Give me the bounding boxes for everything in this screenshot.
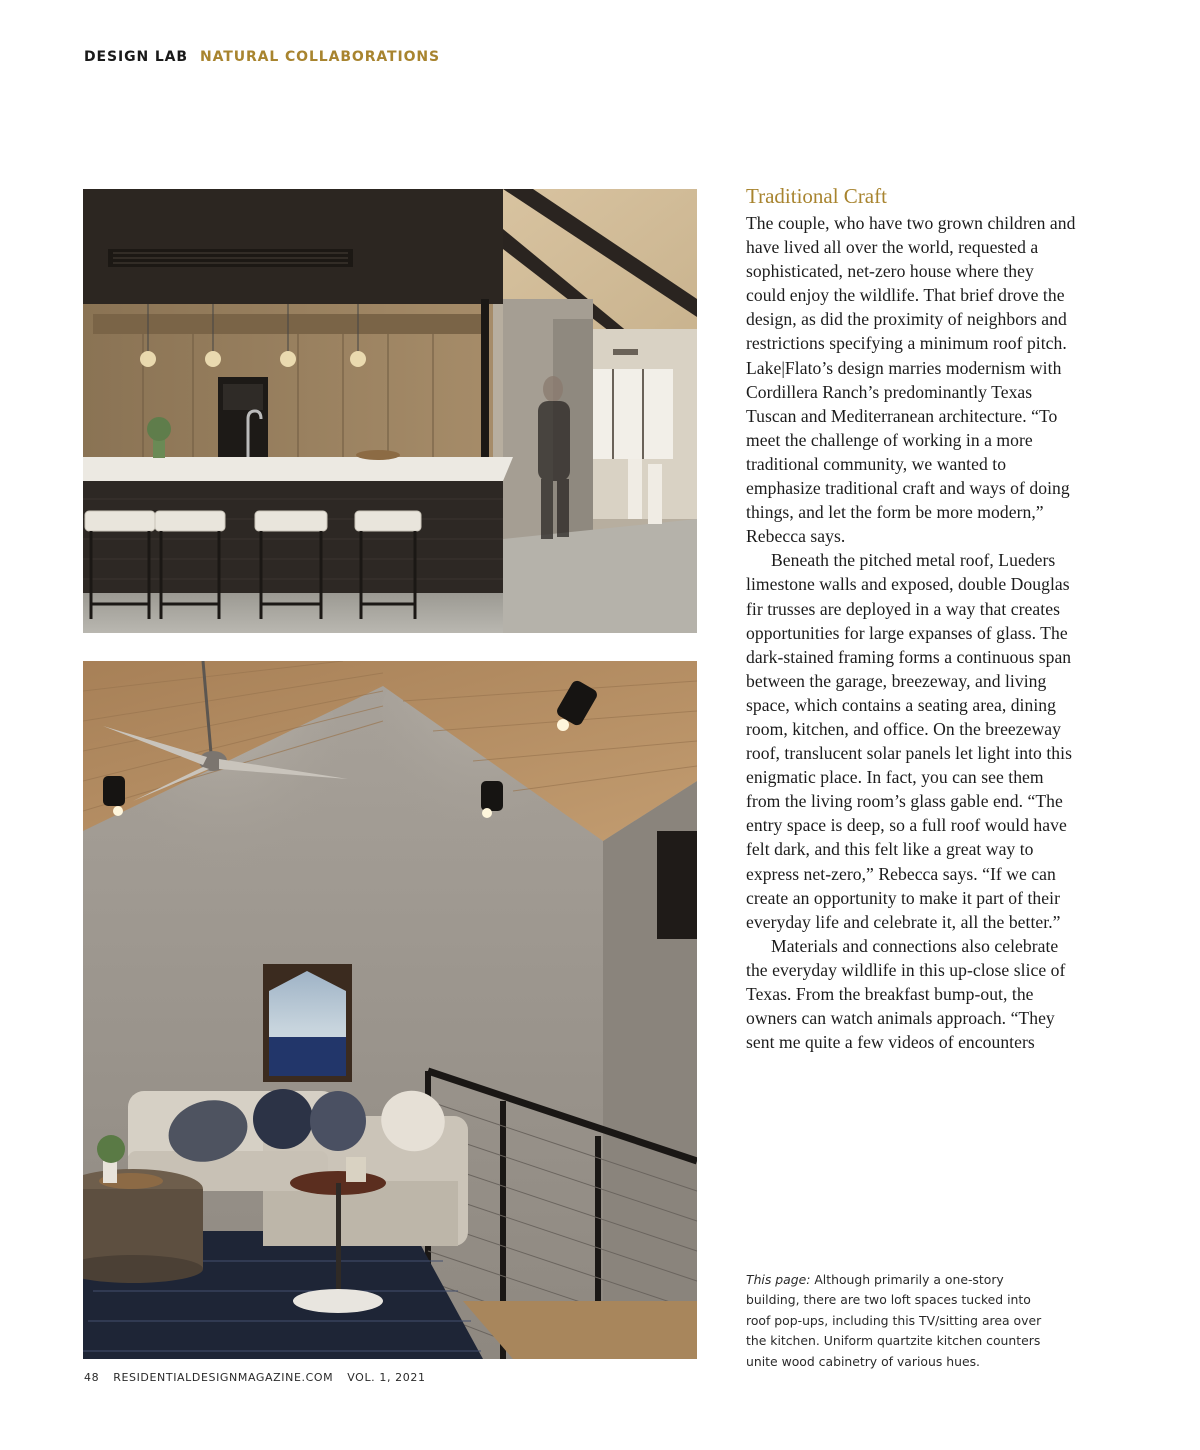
loft-photo (83, 661, 697, 1359)
page-footer (84, 1371, 440, 1384)
website-link[interactable]: RESIDENTIALDESIGNMAGAZINE.COM (113, 1371, 334, 1384)
article-paragraph: Materials and connections also celebrate the everyday wildlife in this up-close slice of Texas. From the breakfast bump-out, the owners can watch animals approach. “They sent me quite a few videos of encounters (746, 935, 1066, 1053)
caption-text: Although primarily a one-story building, there are two loft spaces tucked into roof pop-ups, including this TV/sitting area over the kitchen. Uniform quartzite kitchen counters unite wood cabinetry of various hues. (746, 1272, 1042, 1369)
volume-label: VOL. 1, 2021 (347, 1371, 426, 1384)
page-number: 48 (84, 1371, 100, 1384)
section-label: DESIGN LAB (84, 49, 188, 65)
article-paragraph: The couple, who have two grown children and have lived all over the world, requested a sophisticated, net-zero house where they could enjoy the wildlife. That brief drove the design, as did the proximity of neighbors and restrictions specifying a minimum roof pitch. Lake|Flato’s design marries modernism with Cordillera Ranch’s predominantly Texas Tuscan and Mediterranean architecture. “To meet the challenge of working in a more traditional community, we wanted to emphasize traditional craft and ways of doing things, and let the form be more modern,” Rebecca says. (746, 213, 1076, 547)
subsection-label: NATURAL COLLABORATIONS (200, 49, 441, 65)
caption-lead: This page: (746, 1272, 811, 1287)
article (746, 183, 1076, 1054)
section-header (84, 49, 440, 65)
article-paragraph: Beneath the pitched metal roof, Lueders limestone walls and exposed, double Douglas fir trusses are deployed in a way that creates opportunities for large expanses of glass. The dark-stained framing forms a continuous span between the garage, breezeway, and living space, which contains a seating area, dining room, kitchen, and office. On the breezeway roof, translucent solar panels let light into this enigmatic place. In fact, you can see them from the living room’s glass gable end. “The entry space is deep, so a full roof would have felt dark, and this felt like a great way to express net-zero,” Rebecca says. “If we can create an opportunity to make it part of their everyday life and celebrate it, all the better.” (746, 550, 1072, 932)
photo-caption (746, 1270, 1052, 1372)
article-heading: Traditional Craft (746, 184, 887, 208)
kitchen-photo (83, 189, 697, 633)
